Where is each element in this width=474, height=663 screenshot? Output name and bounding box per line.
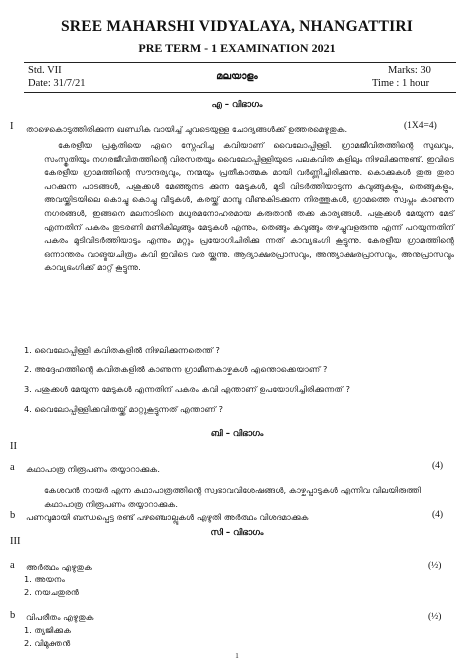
question-a2: 2. അദ്ദേഹത്തിന്റെ കവിതകളിൽ കാണുന്ന ഗ്രാമീണകാഴ്ചകൾ എന്തൊക്കെയാണ് ?	[24, 364, 328, 374]
std-label: Std. VII	[28, 65, 62, 76]
section-c-item-b-marks: (½)	[428, 612, 442, 622]
question-number-i: I	[10, 121, 14, 132]
section-a-marks: (1X4=4)	[404, 121, 437, 131]
time-label: Time : 1 hour	[372, 78, 430, 89]
question-number-iii: III	[10, 536, 21, 547]
section-c-title: സി – വിഭാഗം	[210, 528, 264, 538]
header-top-rule	[24, 62, 456, 63]
section-b-item-a-marks: (4)	[432, 461, 444, 471]
section-c-item-a-sub1: 1. അയനം	[24, 574, 65, 584]
subject-label: മലയാളം	[216, 71, 258, 82]
date-label: Date: 31/7/21	[28, 78, 86, 89]
question-a4: 4. വൈലോപ്പിള്ളിക്കവിതയ്ക്ക് മാറ്റുകൂട്ടുന്നത് എന്താണ് ?	[24, 404, 223, 414]
section-a-title: എ – വിഭാഗം	[211, 100, 263, 110]
section-c-item-a-sub2: 2. നയചതുരൻ	[24, 587, 79, 597]
marks-label: Marks: 30	[388, 65, 431, 76]
section-a-instruction: താഴെകൊടുത്തിരിക്കുന്ന ഖണ്ഡിക വായിച്ച് ചുവടെയുള്ള ചോദ്യങ്ങൾക്ക് ഉത്തരമെഴുതുക.	[26, 124, 348, 134]
section-b-item-a-detail: കേശവൻ നായർ എന്ന കഥാപാത്രത്തിന്റെ സ്വഭാവവിശേഷങ്ങൾ, കാഴ്ചപ്പാടുകൾ എന്നിവ വിലയിരുത്തി കഥാപാത്ര നിരൂപണം തയ്യാറാക്കുക.	[44, 485, 422, 509]
section-c-item-b-sub2: 2. വിമുക്തൻ	[24, 638, 71, 648]
item-letter-c-b: b	[10, 610, 16, 621]
page-number: 1	[235, 652, 239, 660]
section-c-item-b-sub1: 1. ത്യജിക്കുക	[24, 625, 72, 635]
item-letter-b-b: b	[10, 510, 16, 521]
item-letter-c-a: a	[10, 560, 15, 571]
section-b-item-b: പണവുമായി ബന്ധപ്പെട്ട രണ്ട് പഴഞ്ചൊല്ലുകൾ എഴുതി അർത്ഥം വിശദമാക്കുക	[26, 512, 309, 522]
section-c-item-b: വിപരീതം എഴുതുക	[26, 612, 94, 622]
section-b-item-b-marks: (4)	[432, 510, 444, 520]
school-name: SREE MAHARSHI VIDYALAYA, NHANGATTIRI	[60, 18, 413, 35]
header-bottom-rule	[24, 92, 456, 93]
section-b-title: ബി – വിഭാഗം	[210, 429, 264, 439]
section-c-item-a-marks: (½)	[428, 561, 442, 571]
question-a1: 1. വൈലോപ്പിള്ളി കവിതകളിൽ നിഴലിക്കുന്നതെന്ത് ?	[24, 345, 220, 355]
passage-paragraph: കേരളീയ പ്രകൃതിയെ ഏറെ സ്നേഹിച്ച കവിയാണ് വൈലോപ്പിള്ളി. ഗ്രാമജീവിതത്തിന്റെ സുഖവും, സംസ്കൃതിയും നഗരജീവിതത്തിന്റെ വിരസതയും വൈലോപ്പിള്ളിയുടെ പലകവിത കളിലും നിഴലിക്കുന്നുണ്ട്. ഇവിടെ കേരളീയ ഗ്രാമത്തിന്റെ സൗന്ദര്യവും, നന്മയും പ്രതീകാത്മക മായി വർണ്ണിച്ചിരിക്കുന്നു. കൊക്കുകൾ തുരു തുരാ പറക്കുന്ന പാടങ്ങൾ, പശുക്കൾ മേഞ്ഞുനട ക്കുന്ന മേടുകൾ, മുടി വിടർത്തിയാടുന്ന കവുങ്ങുകളും, തെങ്ങുകളും, അവയ്ക്കിടയിലെ കൊച്ചു കൊച്ചു വീടുകൾ, കരയ്ക്ക് മാമ്പൂ വീണുകിടക്കുന്ന നിരത്തുകൾ, ഗ്രാമത്തെ സ്വപ്നം കാണുന്ന നഗരങ്ങൾ, ഇങ്ങനെ മലനാടിനെ മധുരമനോഹരമായ കരുതാൻ തക്ക കാര്യങ്ങൾ. പശുക്കൾ മേയുന്ന മേട് എന്നതിന് പകരം തുടരണി മണികിലുങ്ങും മേടുകൾ എന്നും, തെങ്ങും കവുങ്ങും തഴച്ചുവളരുന്നു എന്ന് പറയുന്നതിന് പകരം മുടിവിടർത്തിയാടും എന്നും മറ്റും പ്രയോഗിചിരിക്കു ന്നത് കാവ്യഭംഗി കൂട്ടുന്നു. കേരളീയ ഗ്രാമത്തിന്റെ ഒന്നാന്തരം വാങ്മയചിത്രം കവി ഇവിടെ വര യ്ക്കുന്നു. ആദ്യാക്ഷരപ്രാസവും, അന്ത്യാക്ഷരപ്രാസവും, അനുപ്രാസവും കാവ്യഭംഗിക്ക് മാറ്റ് കൂട്ടുന്നു.	[44, 140, 454, 273]
section-c-item-a: അർത്ഥം എഴുതുക	[26, 562, 92, 572]
section-b-item-a: കഥാപാത്ര നിരൂപണം തയ്യാറാക്കുക.	[26, 464, 160, 474]
exam-title: PRE TERM - 1 EXAMINATION 2021	[138, 41, 336, 55]
item-letter-b-a: a	[10, 462, 15, 473]
question-a3: 3. പശുക്കൾ മേയുന്ന മേടുകൾ എന്നതിന് പകരം കവി എന്താണ് ഉപയോഗിച്ചിരിക്കുന്നത് ?	[24, 384, 350, 394]
question-number-ii: II	[10, 441, 17, 452]
